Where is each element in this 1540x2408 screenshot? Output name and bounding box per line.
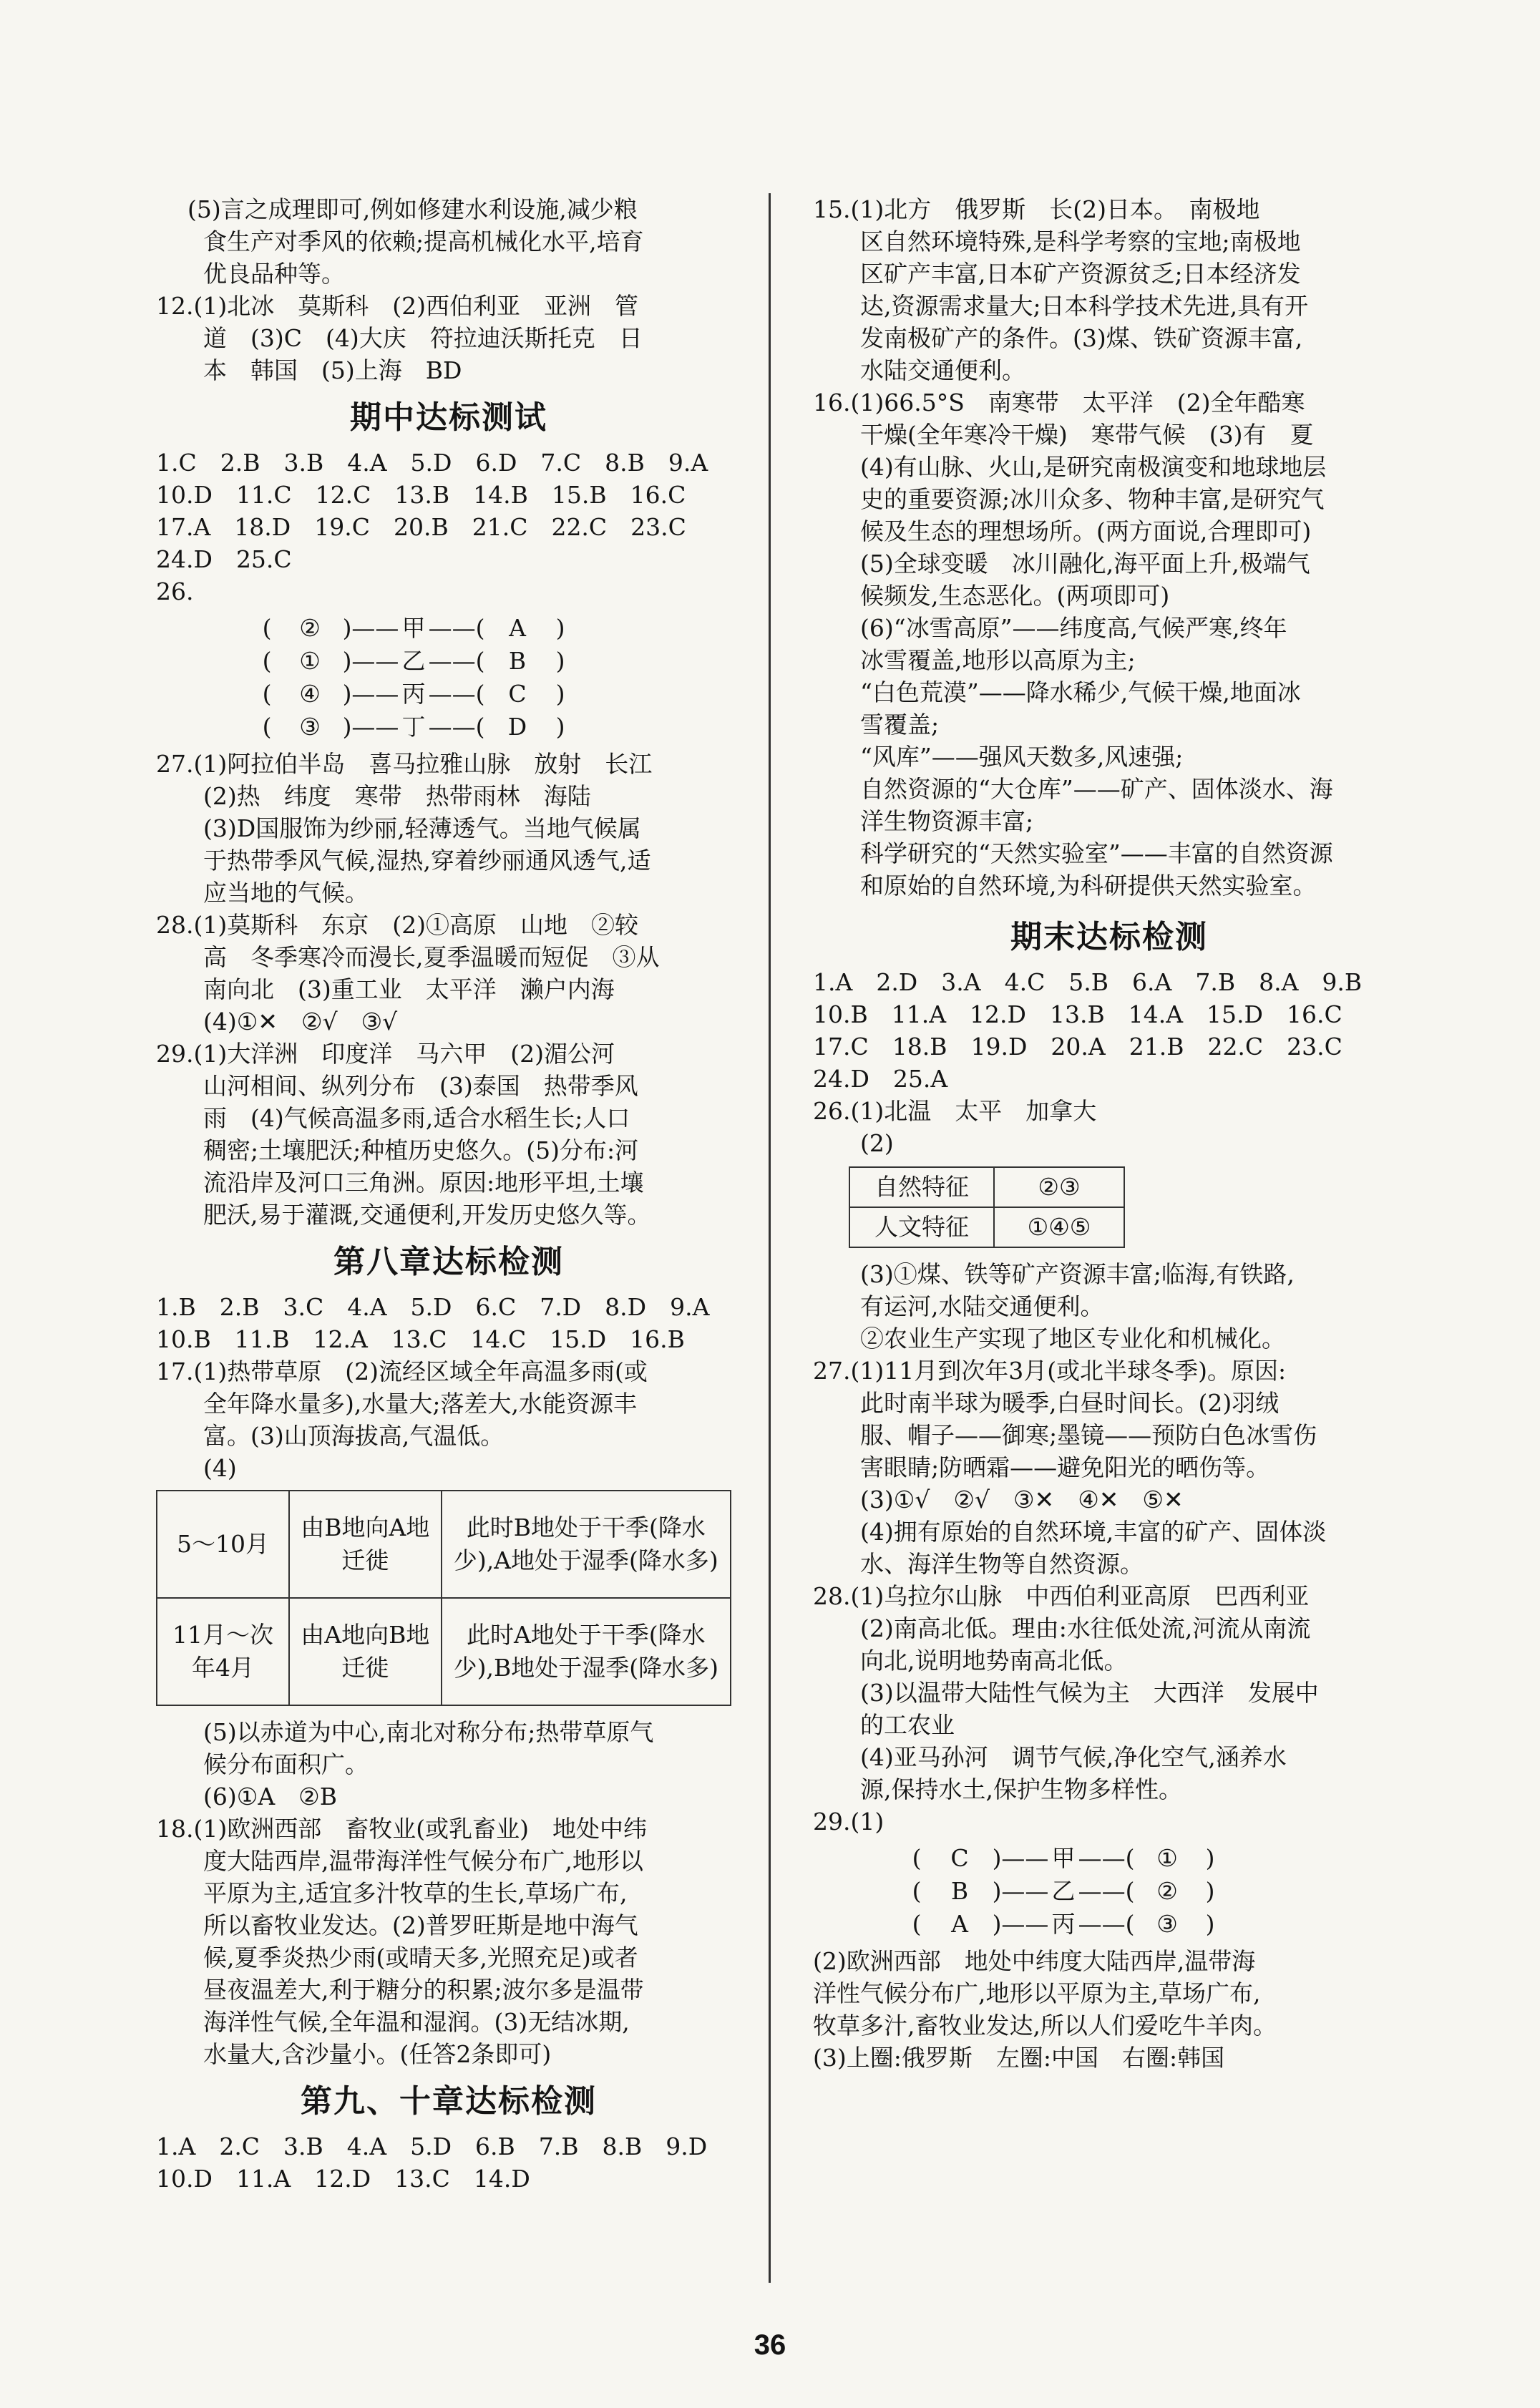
answer-line: 26. xyxy=(156,577,194,605)
answer-line: 肥沃,易于灌溉,交通便利,开发历史悠久等。 xyxy=(203,1201,651,1229)
migration-table xyxy=(156,1490,731,1706)
connector: )—— xyxy=(992,1877,1049,1905)
answer-line: 27.(1)11月到次年3月(或北半球冬季)。原因: xyxy=(813,1357,1287,1385)
answer-line: 10.D 11.C 12.C 13.B 14.B 15.B 16.C xyxy=(156,481,686,509)
answer-line: 水、海洋生物等自然资源。 xyxy=(860,1550,1144,1578)
answer-line: 发南极矿产的条件。(3)煤、铁矿资源丰富, xyxy=(860,324,1303,352)
answer-line: 冰雪覆盖,地形以高原为主; xyxy=(860,646,1136,674)
answer-line: 1.C 2.B 3.B 4.A 5.D 6.D 7.C 8.B 9.A xyxy=(156,449,708,477)
answer-line: 26.(1)北温 太平 加拿大 xyxy=(813,1097,1097,1125)
table-cell: ①④⑤ xyxy=(994,1207,1124,1247)
answer-line: (2)欧洲西部 地处中纬度大陆西岸,温带海 xyxy=(813,1947,1256,1975)
answer-line: 富。(3)山顶海拔高,气温低。 xyxy=(203,1422,505,1450)
answer-line: 的工农业 xyxy=(860,1711,955,1739)
diagram-right-item: ① xyxy=(1156,1844,1178,1872)
connector: ——( xyxy=(1078,1844,1135,1872)
answer-line: 1.A 2.D 3.A 4.C 5.B 6.A 7.B 8.A 9.B xyxy=(813,968,1363,996)
answer-line: 24.D 25.C xyxy=(156,545,292,573)
answer-line: 有运河,水陆交通便利。 xyxy=(860,1292,1104,1320)
connector: )—— xyxy=(342,614,399,642)
answer-line: 区自然环境特殊,是科学考察的宝地;南极地 xyxy=(860,228,1301,255)
connector: )—— xyxy=(342,680,399,708)
answer-line: (6)①A ②B xyxy=(203,1783,337,1810)
connector: )—— xyxy=(992,1844,1049,1872)
paren: ( xyxy=(912,1910,922,1938)
answer-line: 优良品种等。 xyxy=(203,260,345,288)
answer-block-chapter8 xyxy=(156,1291,741,1484)
connector: ——( xyxy=(1078,1910,1135,1938)
left-column xyxy=(156,193,741,2195)
paren: ( xyxy=(262,614,272,642)
answer-line: 17.C 18.B 19.D 20.A 21.B 22.C 23.C xyxy=(813,1033,1342,1061)
answer-line: (5)以赤道为中心,南北对称分布;热带草原气 xyxy=(203,1718,654,1746)
answer-block-final xyxy=(813,966,1405,1159)
diagram-row xyxy=(156,645,741,678)
answer-line: 10.B 11.B 12.A 13.C 14.C 15.D 16.B xyxy=(156,1325,685,1353)
section-title-final: 期末达标检测 xyxy=(1010,919,1208,955)
answer-line: (3)以温带大陆性气候为主 大西洋 发展中 xyxy=(860,1679,1319,1707)
answer-line: 24.D 25.A xyxy=(813,1065,948,1093)
answer-line: 山河相间、纵列分布 (3)泰国 热带季风 xyxy=(203,1072,638,1100)
diagram-row xyxy=(156,612,741,645)
answer-line: 达,资源需求量大;日本科学技术先进,具有开 xyxy=(860,292,1309,320)
answer-line: 自然资源的“大仓库”——矿产、固体淡水、海 xyxy=(860,775,1333,803)
diagram-row xyxy=(813,1875,1405,1908)
answer-line: 雨 (4)气候高温多雨,适合水稻生长;人口 xyxy=(203,1104,630,1132)
column-divider xyxy=(769,193,771,2283)
paren: ) xyxy=(555,713,565,741)
q26-matching-diagram xyxy=(156,612,741,744)
answer-line: 食生产对季风的依赖;提高机械化水平,培育 xyxy=(203,228,644,255)
diagram-row xyxy=(813,1908,1405,1941)
table-cell: 此时A地处于干季(降水少),B地处于湿季(降水多) xyxy=(442,1598,731,1705)
answer-line: 10.D 11.A 12.D 13.C 14.D xyxy=(156,2165,530,2193)
diagram-middle-item: 甲 xyxy=(401,614,426,642)
answer-line: 1.A 2.C 3.B 4.A 5.D 6.B 7.B 8.B 9.D xyxy=(156,2132,708,2160)
connector: )—— xyxy=(342,647,399,675)
answer-line: 干燥(全年寒冷干燥) 寒带气候 (3)有 夏 xyxy=(860,421,1314,449)
answer-line: 15.(1)北方 俄罗斯 长(2)日本。 南极地 xyxy=(813,195,1260,223)
diagram-middle-item: 乙 xyxy=(1051,1877,1076,1905)
answer-line: (3)上圈:俄罗斯 左圈:中国 右圈:韩国 xyxy=(813,2044,1225,2072)
answer-line: 区矿产丰富,日本矿产资源贫乏;日本经济发 xyxy=(860,260,1301,288)
answer-line: (4)亚马孙河 调节气候,净化空气,涵养水 xyxy=(860,1743,1287,1771)
diagram-row xyxy=(156,711,741,744)
answer-line: 此时南半球为暖季,白昼时间长。(2)羽绒 xyxy=(860,1389,1280,1417)
diagram-middle-item: 丙 xyxy=(1051,1910,1076,1938)
answer-line: 海洋性气候,全年温和湿润。(3)无结冰期, xyxy=(203,2008,630,2036)
table-cell: 由A地向B地迁徙 xyxy=(289,1598,442,1705)
features-table xyxy=(849,1166,1125,1248)
diagram-middle-item: 乙 xyxy=(401,647,426,675)
answer-line: 候及生态的理想场所。(两方面说,合理即可) xyxy=(860,517,1312,545)
answer-line: 史的重要资源;冰川众多、物种丰富,是研究气 xyxy=(860,485,1325,513)
answer-line: (3)①√ ②√ ③✕ ④✕ ⑤✕ xyxy=(860,1486,1184,1513)
diagram-right-item: B xyxy=(508,647,527,675)
answer-line: (2)南高北低。理由:水往低处流,河流从南流 xyxy=(860,1614,1311,1642)
diagram-right-item: D xyxy=(507,713,527,741)
answer-line: 源,保持水土,保护生物多样性。 xyxy=(860,1775,1182,1803)
answer-line: 洋生物资源丰富; xyxy=(860,807,1034,835)
answer-line: 昼夜温差大,利于糖分的积累;波尔多是温带 xyxy=(203,1976,644,2004)
diagram-middle-item: 甲 xyxy=(1051,1844,1076,1872)
answer-line: (3)①煤、铁等矿产资源丰富;临海,有铁路, xyxy=(860,1260,1295,1288)
answer-block-chapter9-10 xyxy=(156,2130,741,2195)
answer-line: 所以畜牧业发达。(2)普罗旺斯是地中海气 xyxy=(203,1911,638,1939)
table-row xyxy=(849,1167,1124,1207)
answer-line: 雪覆盖; xyxy=(860,711,940,739)
paren: ) xyxy=(1205,1844,1215,1872)
answer-block-q27-29 xyxy=(156,748,741,1231)
answer-line: 高 冬季寒冷而漫长,夏季温暖而短促 ③从 xyxy=(203,943,660,971)
page-number: 36 xyxy=(754,2329,786,2361)
answer-line: 10.B 11.A 12.D 13.B 14.A 15.D 16.C xyxy=(813,1000,1342,1028)
section-title-midterm: 期中达标测试 xyxy=(350,399,547,436)
table-cell: 自然特征 xyxy=(849,1167,994,1207)
answer-line: (4)有山脉、火山,是研究南极演变和地球地层 xyxy=(860,453,1327,481)
answer-line: ②农业生产实现了地区专业化和机械化。 xyxy=(860,1325,1285,1352)
answer-line: 稠密;土壤肥沃;种植历史悠久。(5)分布:河 xyxy=(203,1136,639,1164)
answer-line: 平原为主,适宜多汁牧草的生长,草场广布, xyxy=(203,1879,628,1907)
diagram-left-item: ② xyxy=(299,614,321,642)
answer-line: (5)全球变暖 冰川融化,海平面上升,极端气 xyxy=(860,550,1310,577)
answer-line: 道 (3)C (4)大庆 符拉迪沃斯托克 日 xyxy=(203,324,643,352)
diagram-middle-item: 丁 xyxy=(401,713,426,741)
answer-line: 28.(1)莫斯科 东京 (2)①高原 山地 ②较 xyxy=(156,911,638,939)
connector: )—— xyxy=(992,1910,1049,1938)
answer-line: (4)拥有原始的自然环境,丰富的矿产、固体淡 xyxy=(860,1518,1327,1546)
table-cell: 由B地向A地迁徙 xyxy=(289,1491,442,1598)
answer-line: (2) xyxy=(860,1129,894,1157)
answer-line: 全年降水量多),水量大;落差大,水能资源丰 xyxy=(203,1390,637,1418)
answer-line: 向北,说明地势南高北低。 xyxy=(860,1647,1128,1675)
diagram-left-item: ④ xyxy=(299,680,321,708)
table-row xyxy=(157,1491,731,1598)
connector: ——( xyxy=(428,614,485,642)
connector: ——( xyxy=(428,680,485,708)
paren: ( xyxy=(912,1844,922,1872)
answer-line: 和原始的自然环境,为科研提供天然实验室。 xyxy=(860,872,1317,900)
paren: ( xyxy=(262,680,272,708)
table-row xyxy=(157,1598,731,1705)
answer-block-midterm xyxy=(156,447,741,608)
answer-line: 候频发,生态恶化。(两项即可) xyxy=(860,582,1170,610)
answer-line: 17.A 18.D 19.C 20.B 21.C 22.C 23.C xyxy=(156,513,686,541)
diagram-right-item: A xyxy=(509,614,526,642)
paren: ) xyxy=(555,680,565,708)
diagram-right-item: ② xyxy=(1156,1877,1178,1905)
answer-line: 服、帽子——御寒;墨镜——预防白色冰雪伤 xyxy=(860,1421,1317,1449)
answer-block-q29-tail xyxy=(813,1945,1405,2074)
table-cell: 人文特征 xyxy=(849,1207,994,1247)
answer-line: 候,夏季炎热少雨(或晴天多,光照充足)或者 xyxy=(203,1944,638,1971)
answer-line: (2)热 纬度 寒带 热带雨林 海陆 xyxy=(203,782,591,810)
section-title-chapter8: 第八章达标检测 xyxy=(333,1244,564,1280)
diagram-left-item: C xyxy=(950,1844,969,1872)
answer-line: 候分布面积广。 xyxy=(203,1750,369,1778)
answer-line: 洋性气候分布广,地形以平原为主,草场广布, xyxy=(813,1979,1261,2007)
answer-line: 27.(1)阿拉伯半岛 喜马拉雅山脉 放射 长江 xyxy=(156,750,653,778)
answer-block-q17-tail xyxy=(156,1716,741,1813)
table-cell: 11月～次年4月 xyxy=(157,1598,289,1705)
diagram-right-item: ③ xyxy=(1156,1910,1178,1938)
answer-block-q18 xyxy=(156,1813,741,2070)
paren: ( xyxy=(912,1877,922,1905)
answer-line: 度大陆西岸,温带海洋性气候分布广,地形以 xyxy=(203,1847,643,1875)
answer-line: 流沿岸及河口三角洲。原因:地形平坦,土壤 xyxy=(203,1169,644,1196)
answer-block-q26-28 xyxy=(813,1258,1405,1838)
paren: ) xyxy=(1205,1910,1215,1938)
paren: ( xyxy=(262,647,272,675)
connector: ——( xyxy=(428,647,485,675)
answer-line: (5)言之成理即可,例如修建水利设施,减少粮 xyxy=(187,195,638,223)
answer-line: 本 韩国 (5)上海 BD xyxy=(203,356,462,384)
answer-line: 29.(1) xyxy=(813,1808,884,1836)
diagram-left-item: ③ xyxy=(299,713,321,741)
table-row xyxy=(849,1207,1124,1247)
answer-line: (4)①✕ ②√ ③√ xyxy=(203,1008,398,1035)
answer-line: 28.(1)乌拉尔山脉 中西伯利亚高原 巴西利亚 xyxy=(813,1582,1310,1610)
connector: ——( xyxy=(428,713,485,741)
q29-matching-diagram xyxy=(813,1842,1405,1941)
diagram-left-item: A xyxy=(951,1910,968,1938)
paren: ( xyxy=(262,713,272,741)
answer-line: 水量大,含沙量小。(任答2条即可) xyxy=(203,2040,552,2068)
diagram-right-item: C xyxy=(508,680,527,708)
answer-line: (6)“冰雪高原”——纬度高,气候严寒,终年 xyxy=(860,614,1287,642)
answer-block-q12 xyxy=(156,290,741,386)
answer-line: 于热带季风气候,湿热,穿着纱丽通风透气,适 xyxy=(203,847,651,874)
diagram-row xyxy=(813,1842,1405,1875)
answer-line: 应当地的气候。 xyxy=(203,879,369,907)
answer-line: “白色荒漠”——降水稀少,气候干燥,地面冰 xyxy=(860,678,1301,706)
answer-line: 12.(1)北冰 莫斯科 (2)西伯利亚 亚洲 管 xyxy=(156,292,638,320)
answer-line: 1.B 2.B 3.C 4.A 5.D 6.C 7.D 8.D 9.A xyxy=(156,1293,710,1321)
diagram-middle-item: 丙 xyxy=(401,680,426,708)
answer-line: “风库”——强风天数多,风速强; xyxy=(860,743,1184,771)
connector: )—— xyxy=(342,713,399,741)
paren: ) xyxy=(555,614,565,642)
table-cell: 此时B地处于干季(降水少),A地处于湿季(降水多) xyxy=(442,1491,731,1598)
answer-block-q11-tail xyxy=(156,193,741,290)
answer-line: 29.(1)大洋洲 印度洋 马六甲 (2)湄公河 xyxy=(156,1040,615,1068)
table-cell: 5～10月 xyxy=(157,1491,289,1598)
section-title-chapter9-10: 第九、十章达标检测 xyxy=(301,2083,597,2120)
answer-line: 害眼睛;防晒霜——避免阳光的晒伤等。 xyxy=(860,1453,1270,1481)
answer-line: 17.(1)热带草原 (2)流经区域全年高温多雨(或 xyxy=(156,1357,648,1385)
answer-line: 水陆交通便利。 xyxy=(860,356,1025,384)
paren: ) xyxy=(1205,1877,1215,1905)
answer-line: 16.(1)66.5°S 南寒带 太平洋 (2)全年酷寒 xyxy=(813,389,1305,416)
diagram-left-item: B xyxy=(950,1877,969,1905)
connector: ——( xyxy=(1078,1877,1135,1905)
answer-line: 牧草多汁,畜牧业发达,所以人们爱吃牛羊肉。 xyxy=(813,2012,1277,2039)
diagram-left-item: ① xyxy=(299,647,321,675)
answer-block-q15-16 xyxy=(813,193,1405,902)
answer-line: (3)D国服饰为纱丽,轻薄透气。当地气候属 xyxy=(203,814,641,842)
diagram-row xyxy=(156,678,741,711)
answer-line: (4) xyxy=(203,1454,237,1482)
answer-line: 18.(1)欧洲西部 畜牧业(或乳畜业) 地处中纬 xyxy=(156,1815,647,1843)
table-cell: ②③ xyxy=(994,1167,1124,1207)
paren: ) xyxy=(555,647,565,675)
answer-line: 南向北 (3)重工业 太平洋 濑户内海 xyxy=(203,975,615,1003)
right-column xyxy=(813,193,1405,2074)
answer-line: 科学研究的“天然实验室”——丰富的自然资源 xyxy=(860,839,1333,867)
